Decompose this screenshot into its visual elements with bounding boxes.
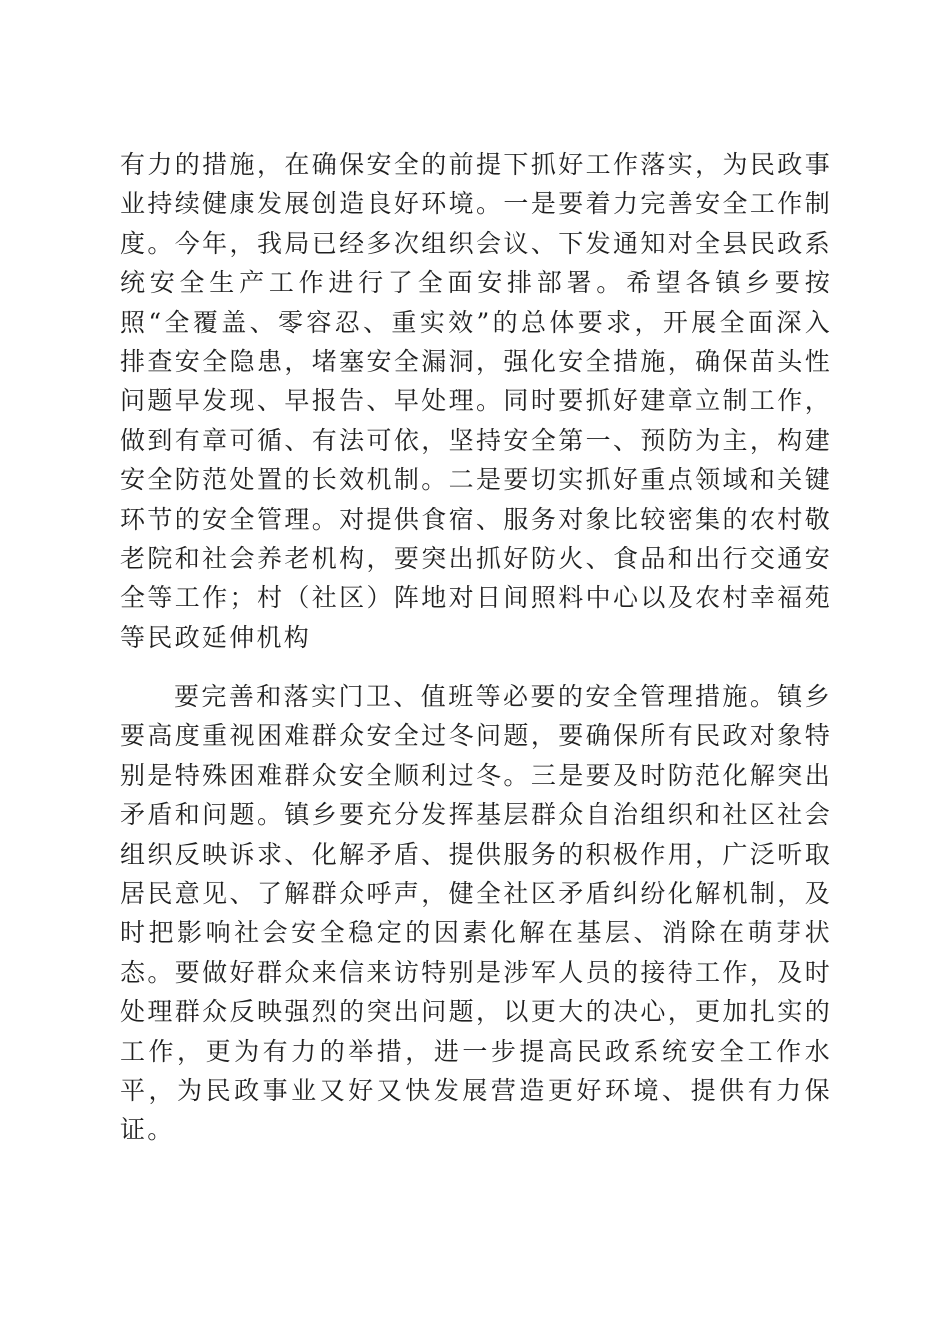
body-paragraph-2: 要完善和落实门卫、值班等必要的安全管理措施。镇乡要高度重视困难群众安全过冬问题，要确保所有民政对象特别是特殊困难群众安全顺利过冬。三是要及时防范化解突出矛盾和问题。镇乡要充分发挥基层群众自治组织和社区社会组织反映诉求、化解矛盾、提供服务的积极作用，广泛听取居民意见、了解群众呼声，健全社区矛盾纠纷化解机制，及时把影响社会安全稳定的因素化解在基层、消除在萌芽状态。要做好群众来信来访特别是涉军人员的接待工作，及时处理群众反映强烈的突出问题，以更大的决心，更加扎实的工作，更为有力的举措，进一步提高民政系统安全工作水平，为民政事业又好又快发展营造更好环境、提供有力保证。: [120, 682, 832, 1145]
body-paragraph-1: 有力的措施，在确保安全的前提下抓好工作落实，为民政事业持续健康发展创造良好环境。一是要着力完善安全工作制度。今年，我局已经多次组织会议、下发通知对全县民政系统安全生产工作进行了全面安排部署。希望各镇乡要按照“全覆盖、零容忍、重实效”的总体要求，开展全面深入排查安全隐患，堵塞安全漏洞，强化安全措施，确保苗头性问题早发现、早报告、早处理。同时要抓好建章立制工作，做到有章可循、有法可依，坚持安全第一、预防为主，构建安全防范处置的长效机制。二是要切实抓好重点领域和关键环节的安全管理。对提供食宿、服务对象比较密集的农村敬老院和社会养老机构，要突出抓好防火、食品和出行交通安全等工作；村（社区）阵地对日间照料中心以及农村幸福苑等民政延伸机构: [120, 150, 832, 652]
